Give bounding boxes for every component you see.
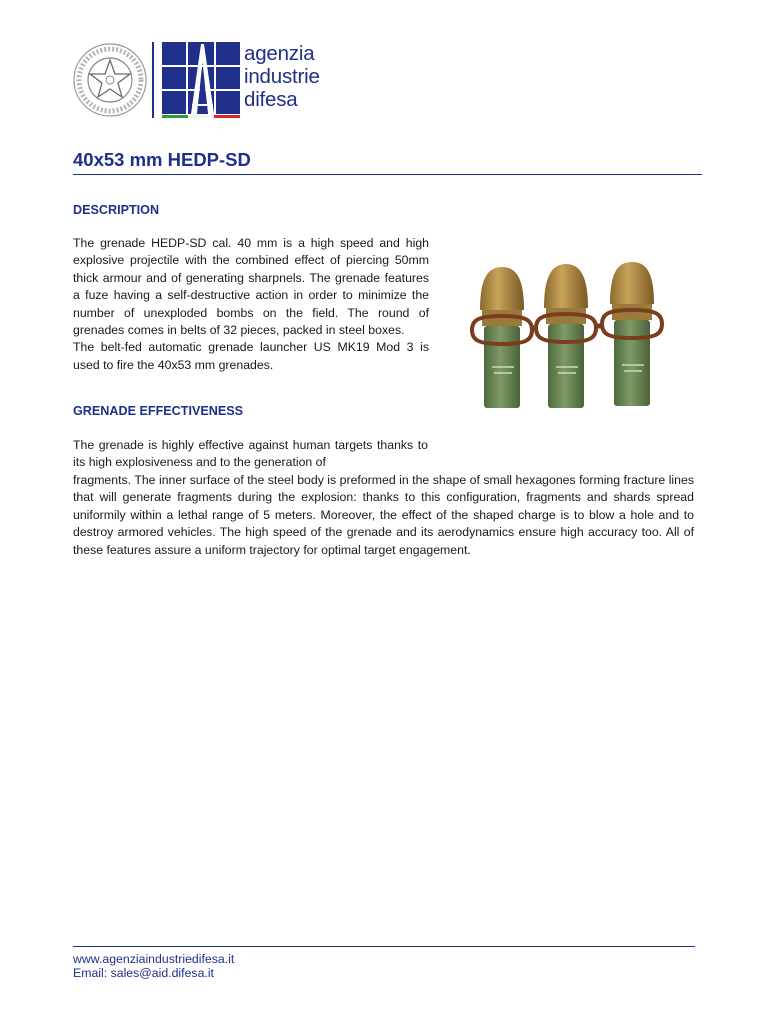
footer-website-link[interactable]: www.agenziaindustriedifesa.it (73, 952, 235, 966)
grenade-2 (544, 264, 588, 408)
title-rule (73, 174, 702, 175)
effectiveness-paragraph: The grenade is highly effective against human targets thanks to its high explosiveness and to the generation of (73, 438, 428, 470)
effectiveness-paragraph: fragments. The inner surface of the steel body is preformed in the shape of small hexagones forming fracture lines that will generate fragments during the explosion: thanks to this configuration, fragments and shards spread uniformily within a lethal range of 5 meters. Moreover, the effect of the shaped charge is to blow a hole and to destroy armored vehicles. The high speed of the grenade and its aerodynamics ensure high accuracy too. All of these features assure a uniform trajectory for optimal target engagement. (73, 473, 694, 557)
effectiveness-heading: GRENADE EFFECTIVENESS (73, 404, 244, 418)
brand-line: difesa (244, 88, 298, 111)
description-text (73, 235, 429, 374)
footer-rule (73, 946, 695, 947)
description-paragraph: The belt-fed automatic grenade launcher US MK19 Mod 3 is used to fire the 40x53 mm grenades. (73, 340, 429, 372)
italian-republic-emblem-icon (70, 40, 150, 120)
brand-line: industrie (244, 65, 320, 88)
footer-email[interactable]: Email: sales@aid.difesa.it (73, 966, 214, 980)
brand-line: agenzia (244, 42, 315, 65)
grenade-3 (610, 262, 654, 406)
brand-wordmark (244, 42, 320, 111)
description-paragraph: The grenade HEDP-SD cal. 40 mm is a high speed and high explosive projectile with the combined effect of piercing 50mm thick armour and of generating sharpnels. The grenade features a fuze having a self-destructive action in order to minimize the number of unexploded bombs on the field. The round of grenades comes in belts of 32 pieces, packed in steel boxes. (73, 236, 429, 338)
effectiveness-text-part-2 (73, 472, 694, 559)
italian-flag-stripe-icon (162, 115, 240, 118)
grenade-photo (438, 230, 702, 430)
description-heading: DESCRIPTION (73, 203, 160, 217)
header-divider (152, 42, 154, 118)
effectiveness-text-part-1 (73, 437, 428, 472)
agenzia-industrie-difesa-logo-icon (162, 42, 240, 114)
page-title: 40x53 mm HEDP-SD (73, 149, 251, 170)
grenade-1 (480, 267, 524, 408)
